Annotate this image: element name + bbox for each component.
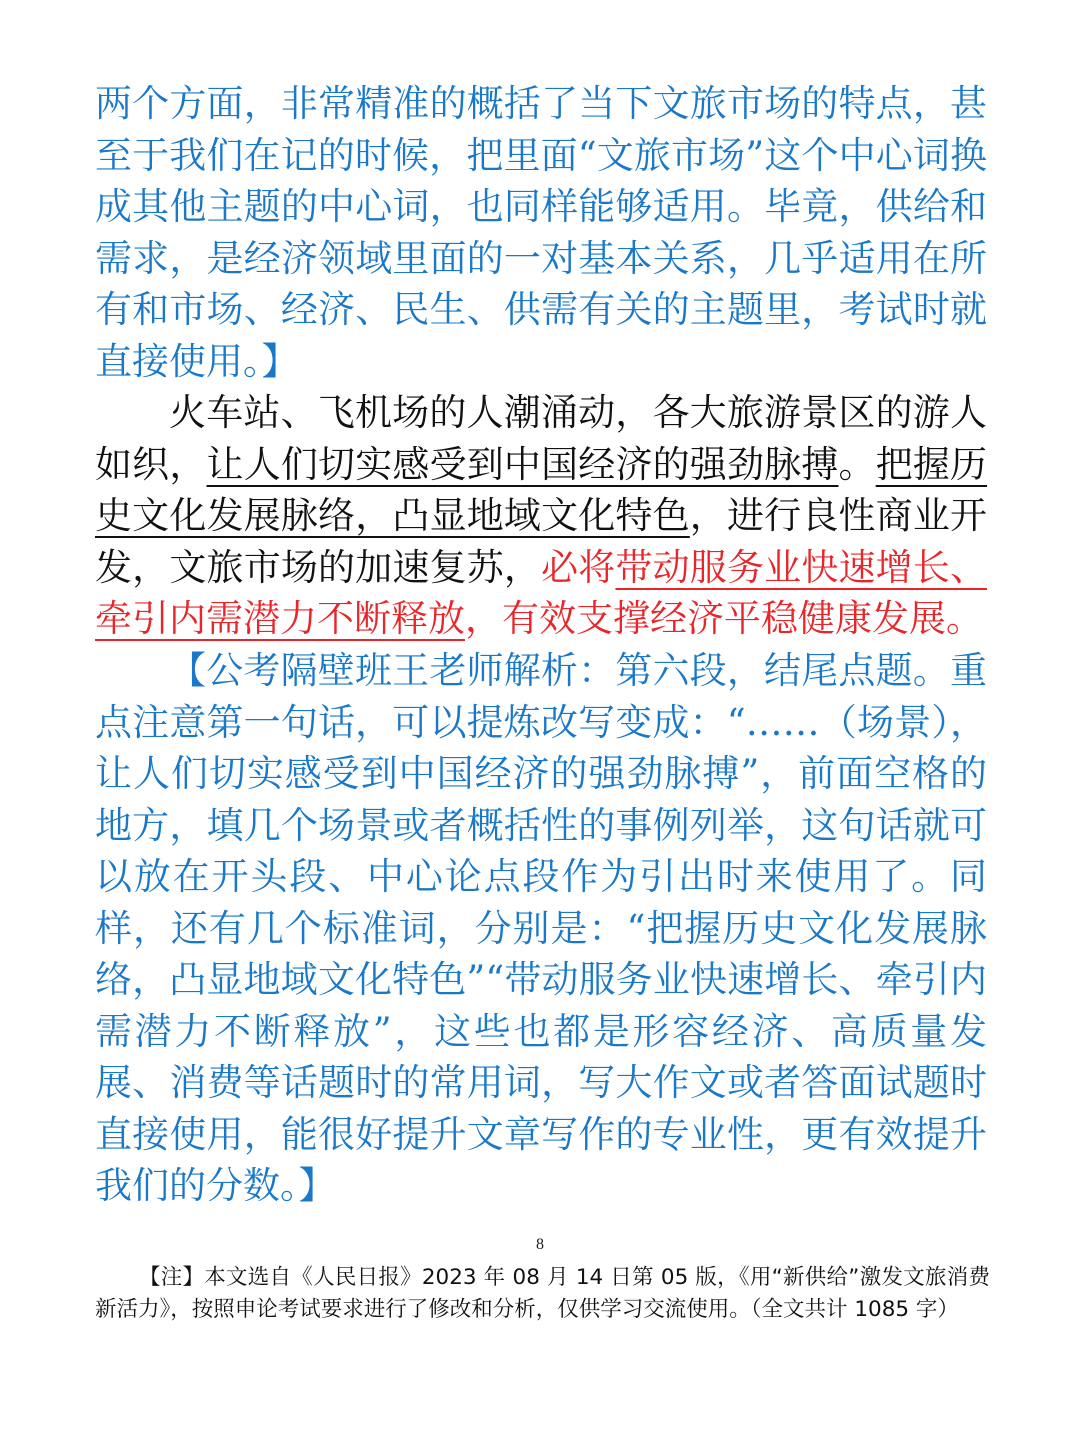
article-punctuation: 。 — [838, 442, 876, 486]
red-emphasis-text: ，有效支撑经济平稳健康发展。 — [465, 597, 983, 640]
source-note: 【注】本文选自《人民日报》2023 年 08 月 14 日第 05 版，《用“新供给”激发文旅消费新活力》，按照申论考试要求进行了修改和分析，仅供学习交流使用。（全文共计 1085 字） — [95, 1265, 990, 1322]
article-sentence: ，进行良性商业开发，文旅市场的加速复苏， — [95, 494, 988, 589]
article-paragraph-six — [95, 387, 987, 645]
page-number: 8 — [536, 1236, 544, 1253]
analysis-paragraph-continued: 两个方面，非常精准的概括了当下文旅市场的特点，甚至于我们在记的时候，把里面“文旅市场”这个中心词换成其他主题的中心词，也同样能够适用。毕竟，供给和需求，是经济领域里面的一对基本关系，几乎适用在所有和市场、经济、民生、供需有关的主题里，考试时就直接使用。】 — [95, 82, 987, 383]
red-underlined-key-phrase: 带动服务业快速增长、牵引内需潜力不断释放 — [95, 545, 988, 640]
red-emphasis-text: 必将 — [541, 545, 616, 589]
article-sentence: 火车站、飞机场的人潮涌动，各大旅游景区的游人如织， — [95, 391, 987, 486]
analysis-paragraph: 【公考隔壁班王老师解析：第六段，结尾点题。重点注意第一句话，可以提炼改写变成：“……（场景），让人们切实感受到中国经济的强劲脉搏”，前面空格的地方，填几个场景或者概括性的事例列举，这句话就可以放在开头段、中心论点段作为引出时来使用了。同样，还有几个标准词，分别是：“把握历史文化发展脉络，凸显地域文化特色”“带动服务业快速增长、牵引内需潜力不断释放”，这些也都是形容经济、高质量发展、消费等话题时的常用词，写大作文或者答面试题时直接使用，能很好提升文章写作的专业性，更有效提升我们的分数。】 — [95, 649, 987, 1207]
underlined-key-phrase: 让人们切实感受到中国经济的强劲脉搏 — [206, 442, 839, 486]
underlined-key-phrase: 把握历史文化发展脉络，凸显地域文化特色 — [95, 442, 988, 537]
